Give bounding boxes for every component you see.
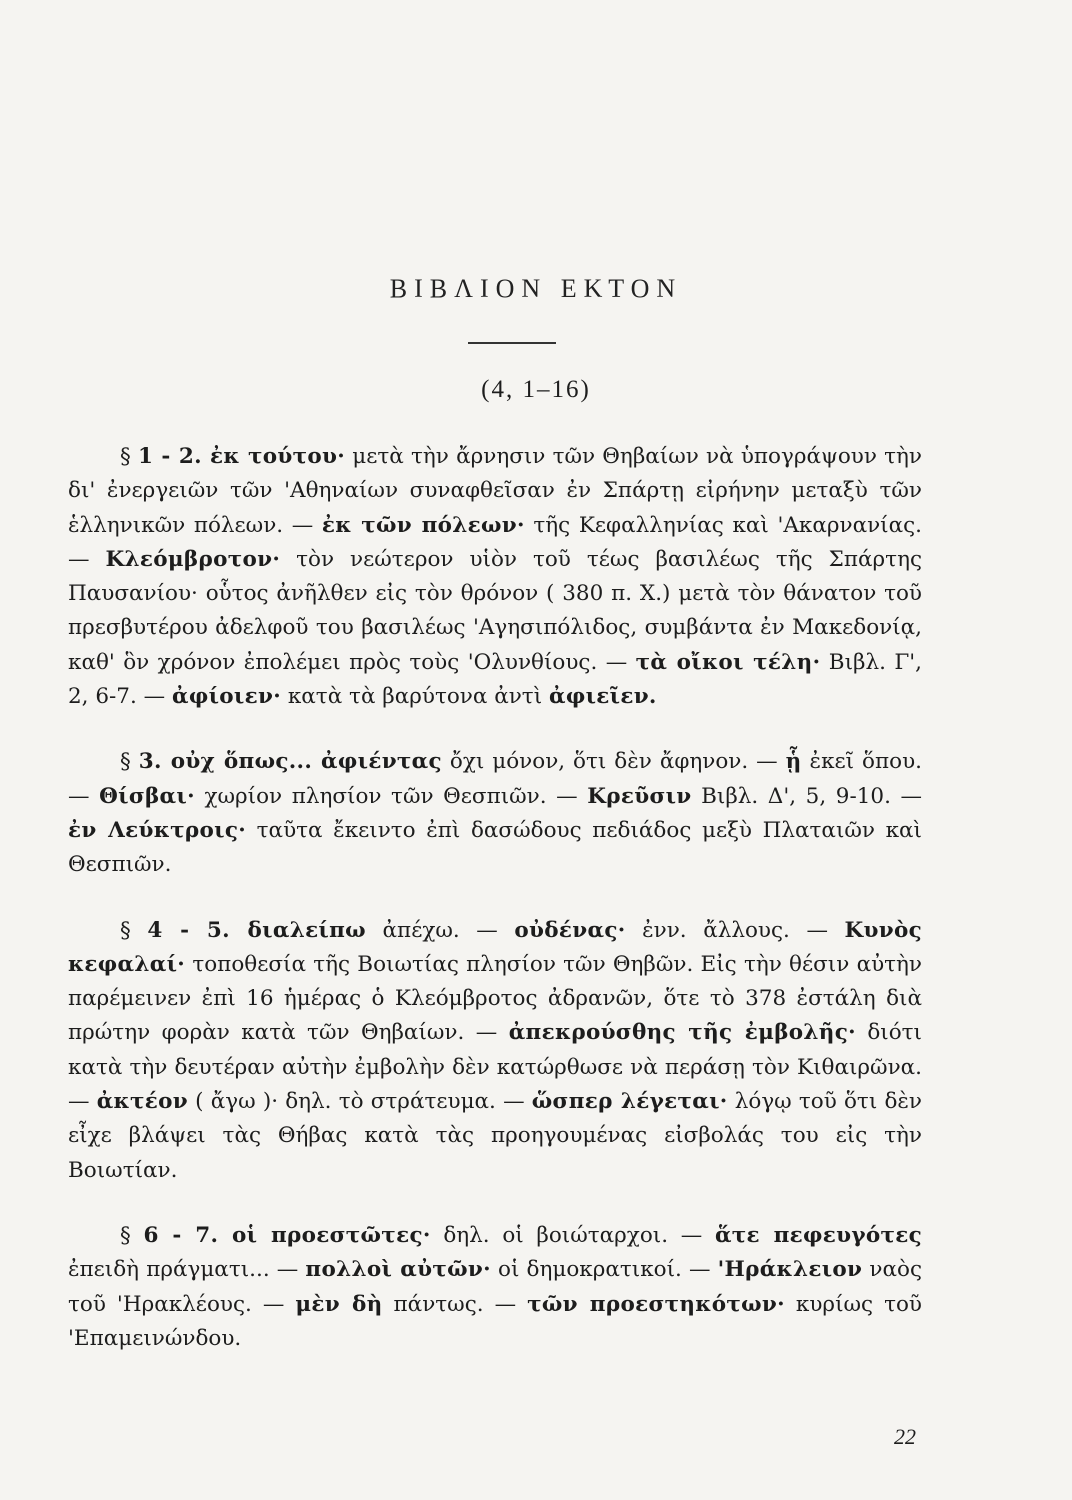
- gloss-text: ἀπέχω. —: [365, 917, 515, 943]
- lemma-term: ἐκ τούτου·: [210, 444, 346, 469]
- chapter-range: (4, 1–16): [481, 376, 591, 403]
- section-sign: §: [120, 917, 148, 943]
- lemma-term: διαλείπω: [247, 917, 366, 943]
- book-title: ΒΙΒΛΙΟΝ ΕΚΤΟΝ: [389, 274, 683, 303]
- gloss-text: ἐπειδὴ πράγματι... —: [68, 1257, 306, 1283]
- gloss-text: λόγῳ τοῦ ὅτι δὲν εἶχε βλάψει τὰς Θήβας κατὰ τὰς προηγουμένας εἰσβολάς του εἰς τὴν Βοιωτίαν.: [68, 1089, 922, 1183]
- lemma-term: τῶν προεστηκότων·: [527, 1291, 785, 1317]
- commentary-paragraph: [68, 745, 922, 882]
- section-sign: §: [120, 749, 139, 775]
- section-sign: §: [120, 1222, 144, 1248]
- lemma-term: ὥσπερ λέγεται·: [531, 1089, 728, 1115]
- gloss-text: διότι κατὰ τὴν δευτέραν αὐτὴν ἐμβολὴν δὲν κατώρθωσε νὰ περάσῃ τὸν Κιθαιρῶνα. —: [68, 1020, 922, 1115]
- gloss-text: ἐκεῖ ὅπου. —: [68, 749, 922, 809]
- lemma-term: ἀκτέον: [96, 1089, 188, 1115]
- gloss-text: Βιβλ. Γ', 2, 6-7. —: [68, 649, 923, 710]
- gloss-text: οἱ δημοκρατικοί. —: [490, 1257, 718, 1283]
- lemma-term: Θίσβαι·: [99, 783, 195, 809]
- gloss-text: ναὸς τοῦ 'Ηρακλέους. —: [68, 1257, 922, 1317]
- lemma-term: ᾗ: [785, 749, 802, 775]
- lemma-term: Κλεόμβροτον·: [105, 546, 281, 572]
- lemma-term: ἀφιεῖεν.: [548, 684, 657, 710]
- gloss-text: χωρίον πλησίον τῶν Θεσπιῶν. —: [194, 783, 588, 809]
- lemma-term: τὰ οἴκοι τέλη·: [635, 649, 821, 675]
- page-number: 22: [894, 1424, 916, 1449]
- section-number: 1 - 2.: [137, 444, 211, 469]
- lemma-term: πολλοὶ αὐτῶν·: [305, 1257, 491, 1283]
- gloss-text: ( ἄγω )· δηλ. τὸ στράτευμα. —: [187, 1089, 532, 1115]
- show-through-text: [70, 34, 930, 58]
- gloss-text: ἐνν. ἄλλους. —: [625, 917, 845, 943]
- gloss-text: τοποθεσία τῆς Βοιωτίας πλησίον τῶν Θηβῶν. Εἰς τὴν θέσιν αὐτὴν παρέμεινεν ἐπὶ 16 ἡμέρας ὁ Κλεόμβροτος ἀδρανῶν, ὅτε τὸ 378 ἐστάλη διὰ πρώτην φορὰν κατὰ τῶν Θηβαίων. —: [68, 951, 922, 1046]
- gloss-text: μετὰ τὴν ἄρνησιν τῶν Θηβαίων νὰ ὑπογράψουν τὴν δι' ἐνεργειῶν τῶν 'Αθηναίων συναφθεῖσαν ἐν Σπάρτῃ εἰρήνην μεταξὺ τῶν ἑλληνικῶν πόλεων. —: [68, 444, 922, 538]
- lemma-term: οὐδένας·: [514, 917, 626, 943]
- section-number: 3.: [138, 749, 171, 775]
- gloss-text: δηλ. οἱ βοιώταρχοι. —: [430, 1222, 715, 1248]
- commentary-paragraph: [68, 1219, 922, 1356]
- gloss-text: κυρίως τοῦ 'Επαμεινώνδου.: [68, 1291, 922, 1351]
- gloss-text: ταῦτα ἔκειντο ἐπὶ δασώδους πεδιάδος μεξὺ Πλαταιῶν καὶ Θεσπιῶν.: [68, 817, 922, 878]
- section-sign: §: [120, 444, 138, 469]
- gloss-text: τὸν νεώτερον υἱὸν τοῦ τέως βασιλέως τῆς Σπάρτης Παυσανίου· οὗτος ἀνῆλθεν εἰς τὸν θρόνον ( 380 π. Χ.) μετὰ τὸν θάνατον τοῦ πρεσβυτέρου ἀδελφοῦ του βασιλέως 'Αγησιπόλιδος, συμβάντα ἐν Μακεδονίᾳ, καθ' ὃν χρόνον ἐπολέμει πρὸς τοὺς 'Ολυνθίους. —: [68, 546, 922, 675]
- gloss-text: πάντως. —: [382, 1291, 528, 1317]
- lemma-term: οἱ προεστῶτες·: [231, 1222, 431, 1248]
- section-number: 4 - 5.: [147, 917, 248, 943]
- commentary-paragraph: [68, 914, 922, 1188]
- lemma-term: ἀπεκρούσθης τῆς ἐμβολῆς·: [508, 1020, 856, 1046]
- title-rule: [468, 342, 556, 344]
- lemma-term: ἅτε πεφευγότες: [714, 1222, 922, 1248]
- lemma-term: Κρεῦσιν: [587, 783, 692, 809]
- lemma-term: οὐχ ὅπως... ἀφιέντας: [170, 749, 442, 775]
- gloss-text: Βιβλ. Δ', 5, 9-10. —: [691, 783, 922, 809]
- lemma-term: 'Ηράκλειον: [717, 1257, 863, 1283]
- lemma-term: Κυνὸς κεφαλαί·: [68, 917, 923, 977]
- lemma-term: ἀφίοιεν·: [171, 684, 282, 710]
- gloss-text: ὄχι μόνον, ὅτι δὲν ἄφηνον. —: [441, 749, 786, 775]
- lemma-term: ἐκ τῶν πόλεων·: [321, 512, 525, 538]
- gloss-text: κατὰ τὰ βαρύτονα ἀντὶ: [281, 684, 549, 710]
- lemma-term: μὲν δὴ: [295, 1291, 383, 1317]
- commentary-body: [68, 440, 922, 1387]
- section-number: 6 - 7.: [143, 1222, 232, 1248]
- show-through-text: [70, 80, 930, 104]
- gloss-text: τῆς Κεφαλληνίας καὶ 'Ακαρνανίας. —: [68, 512, 922, 572]
- lemma-term: ἐν Λεύκτροις·: [68, 817, 247, 843]
- commentary-paragraph: [68, 440, 922, 714]
